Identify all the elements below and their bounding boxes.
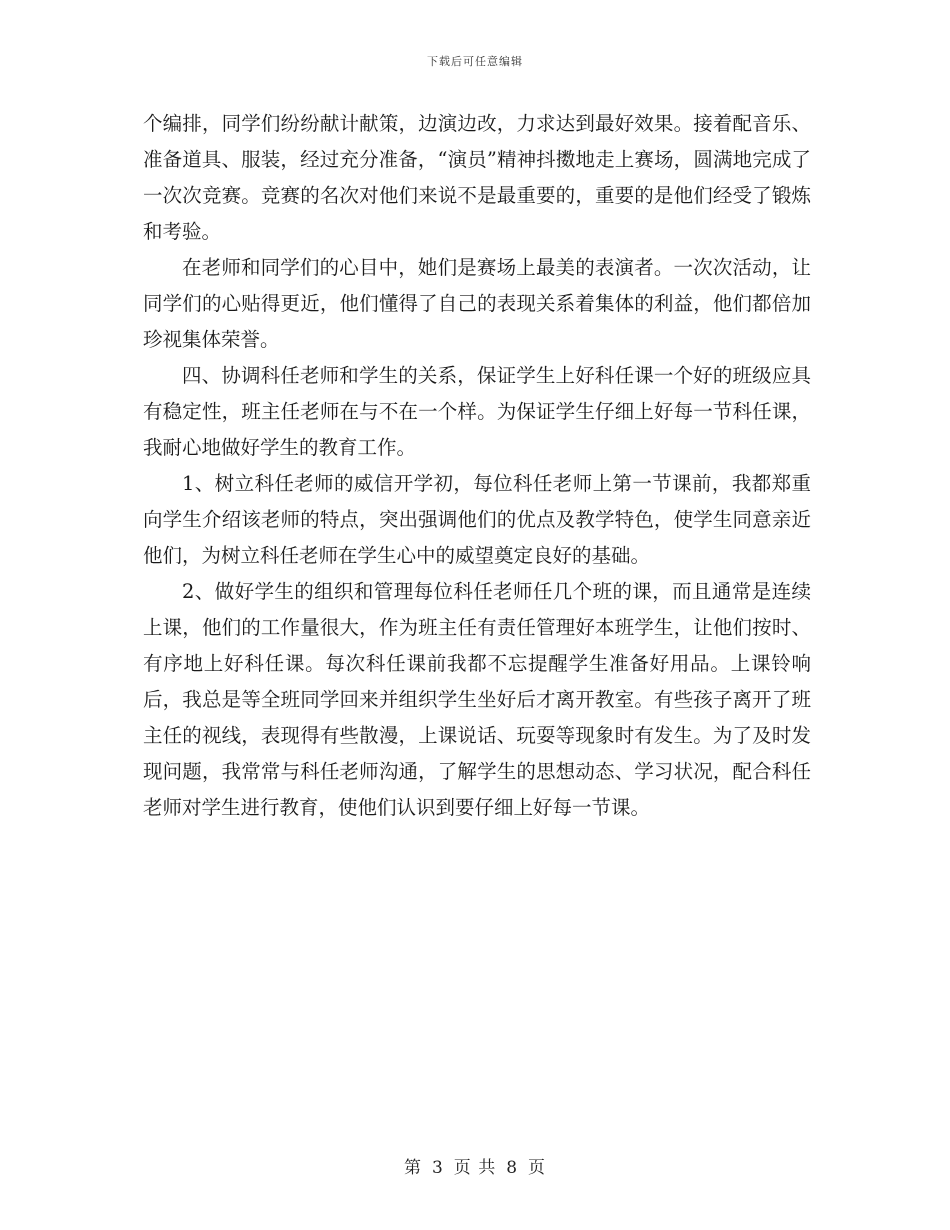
page-header: 下载后可任意编辑 [427, 55, 523, 68]
footer-suffix: 页 [528, 1158, 547, 1178]
footer-current-page: 3 [431, 1158, 444, 1178]
paragraph-3: 四、协调科任老师和学生的关系，保证学生上好科任课一个好的班级应具有稳定性，班主任老师在与不在一个样。为保证学生仔细上好每一节科任课，我耐心地做好学生的教育工作。 [143, 364, 811, 459]
document-body [143, 106, 811, 826]
paragraph-5: 2、做好学生的组织和管理每位科任老师任几个班的课，而且通常是连续上课，他们的工作量很大，作为班主任有责任管理好本班学生，让他们按时、有序地上好科任课。每次科任课前我都不忘提醒学生准备好用品。上课铃响后，我总是等全班同学回来并组织学生坐好后才离开教室。有些孩子离开了班主任的视线，表现得有些散漫，上课说话、玩耍等现象时有发生。为了及时发现问题，我常常与科任老师沟通，了解学生的思想动态、学习状况，配合科任老师对学生进行教育，使他们认识到要仔细上好每一节课。 [143, 580, 811, 819]
paragraph-1: 个编排，同学们纷纷献计献策，边演边改，力求达到最好效果。接着配音乐、准备道具、服装，经过充分准备，“演员”精神抖擞地走上赛场，圆满地完成了一次次竞赛。竞赛的名次对他们来说不是最重要的，重要的是他们经受了锻炼和考验。 [143, 112, 811, 243]
footer-prefix: 第 [403, 1158, 422, 1178]
footer-middle: 页 共 [453, 1158, 497, 1178]
paragraph-2: 在老师和同学们的心目中，她们是赛场上最美的表演者。一次次活动，让同学们的心贴得更近，他们懂得了自己的表现关系着集体的利益，他们都倍加珍视集体荣誉。 [143, 256, 811, 351]
page-footer [0, 1153, 950, 1178]
paragraph-4: 1、树立科任老师的威信开学初，每位科任老师上第一节课前，我都郑重向学生介绍该老师的特点，突出强调他们的优点及教学特色，使学生同意亲近他们，为树立科任老师在学生心中的威望奠定良好的基础。 [143, 472, 811, 567]
footer-total-pages: 8 [506, 1158, 519, 1178]
